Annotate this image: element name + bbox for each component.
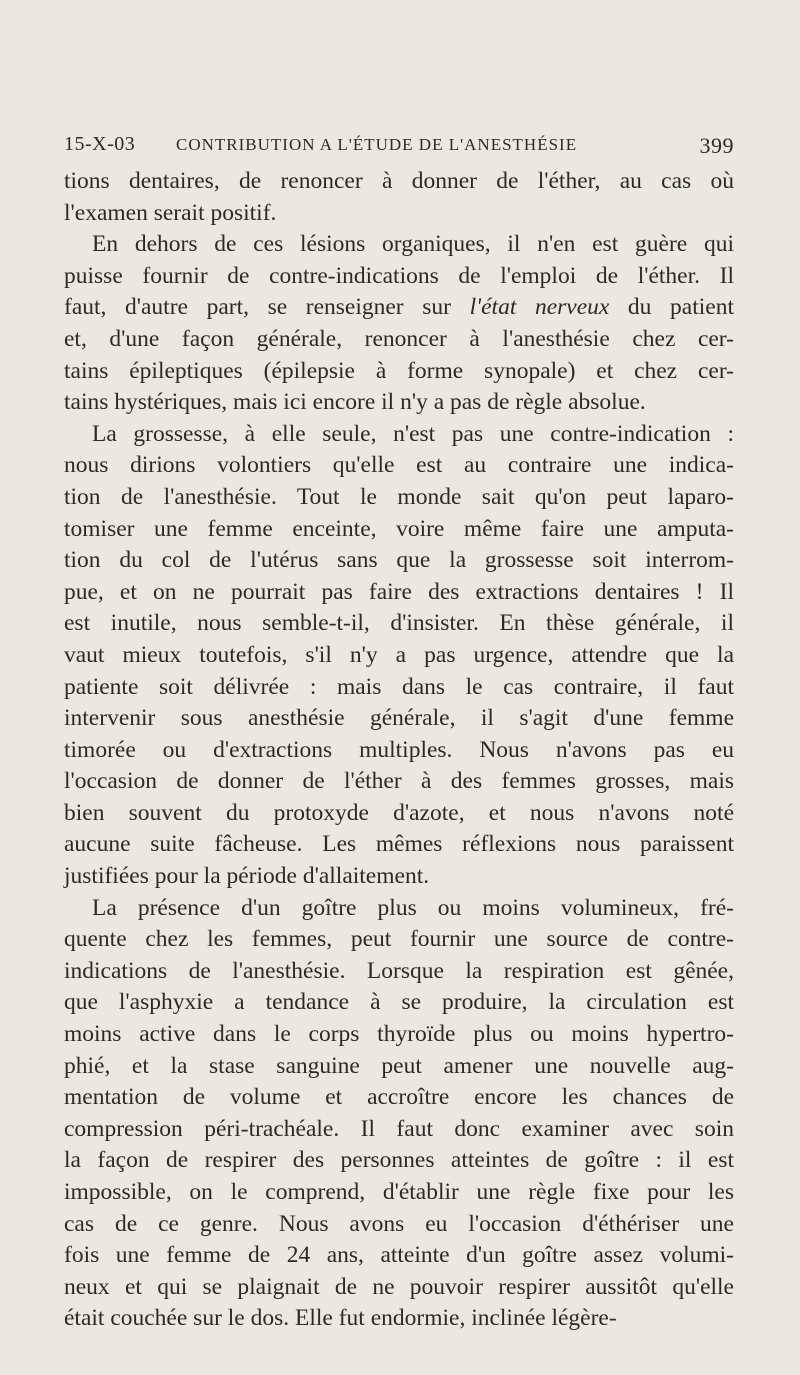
text-line: indications de l'anesthésie. Lorsque la respiration est gênée, xyxy=(64,957,734,984)
text-line: bien souvent du protoxyde d'azote, et nous n'avons noté xyxy=(64,799,734,826)
text-line: aucune suite fâcheuse. Les mêmes réflexions nous paraissent xyxy=(64,831,734,858)
paragraph xyxy=(64,229,734,419)
text-line: justifiées pour la période d'allaitement. xyxy=(64,863,430,890)
text-line: patiente soit délivrée : mais dans le cas contraire, il faut xyxy=(64,673,734,700)
header-date: 15-X-03 xyxy=(64,133,136,155)
text-line: faut, d'autre part, se renseigner sur l'état nerveux du patient xyxy=(64,294,734,321)
text-line: est inutile, nous semble-t-il, d'insister. En thèse générale, il xyxy=(64,610,734,637)
text-line: intervenir sous anesthésie générale, il s'agit d'une femme xyxy=(64,705,734,732)
paragraph xyxy=(64,419,734,893)
text-line: pue, et on ne pourrait pas faire des extractions dentaires ! Il xyxy=(64,578,734,605)
header-title: CONTRIBUTION A L'ÉTUDE DE L'ANESTHÉSIE xyxy=(176,135,578,154)
text-line: tains épileptiques (épilepsie à forme synopale) et chez cer- xyxy=(64,357,734,384)
text-line: tomiser une femme enceinte, voire même faire une amputa- xyxy=(64,515,734,542)
text-line: l'examen serait positif. xyxy=(64,199,277,226)
text-line: moins active dans le corps thyroïde plus ou moins hypertro- xyxy=(64,1021,734,1048)
page-number: 399 xyxy=(699,133,734,158)
text-line: vaut mieux toutefois, s'il n'y a pas urgence, attendre que la xyxy=(64,641,734,668)
text-line: quente chez les femmes, peut fournir une source de contre- xyxy=(64,926,734,953)
text-line: tion du col de l'utérus sans que la grossesse soit interrom- xyxy=(64,547,734,574)
text-line: tion de l'anesthésie. Tout le monde sait qu'on peut laparo- xyxy=(64,483,734,510)
text-line: La présence d'un goître plus ou moins volumineux, fré- xyxy=(92,894,734,921)
text-line: En dehors de ces lésions organiques, il n'en est guère qui xyxy=(92,231,734,258)
text-line: La grossesse, à elle seule, n'est pas une contre-indication : xyxy=(92,420,734,447)
text-line: neux et qui se plaignait de ne pouvoir respirer aussitôt qu'elle xyxy=(64,1273,734,1300)
text-line: mentation de volume et accroître encore les chances de xyxy=(64,1084,734,1111)
paragraph xyxy=(64,166,734,229)
text-line: compression péri-trachéale. Il faut donc examiner avec soin xyxy=(64,1115,734,1142)
text-line: tains hystériques, mais ici encore il n'y a pas de règle absolue. xyxy=(64,389,646,416)
text-line: et, d'une façon générale, renoncer à l'anesthésie chez cer- xyxy=(64,325,734,352)
text-line: que l'asphyxie a tendance à se produire, la circulation est xyxy=(64,989,734,1016)
text-line: l'occasion de donner de l'éther à des femmes grosses, mais xyxy=(64,768,734,795)
text-line: cas de ce genre. Nous avons eu l'occasion d'éthériser une xyxy=(64,1210,734,1237)
text-line: la façon de respirer des personnes atteintes de goître : il est xyxy=(64,1147,734,1174)
text-line: phié, et la stase sanguine peut amener une nouvelle aug- xyxy=(64,1052,734,1079)
text-line: puisse fournir de contre-indications de l'emploi de l'éther. Il xyxy=(64,262,734,289)
running-head xyxy=(64,133,734,163)
body-text xyxy=(64,166,734,1335)
text-line: timorée ou d'extractions multiples. Nous n'avons pas eu xyxy=(64,736,734,763)
text-line: fois une femme de 24 ans, atteinte d'un goître assez volumi- xyxy=(64,1242,734,1269)
text-line: était couchée sur le dos. Elle fut endormie, inclinée légère- xyxy=(64,1305,617,1332)
text-line: impossible, on le comprend, d'établir une règle fixe pour les xyxy=(64,1179,734,1205)
text-line: tions dentaires, de renoncer à donner de l'éther, au cas où xyxy=(64,168,734,194)
paragraph xyxy=(64,893,734,1335)
text-line: nous dirions volontiers qu'elle est au contraire une indica- xyxy=(64,452,734,479)
